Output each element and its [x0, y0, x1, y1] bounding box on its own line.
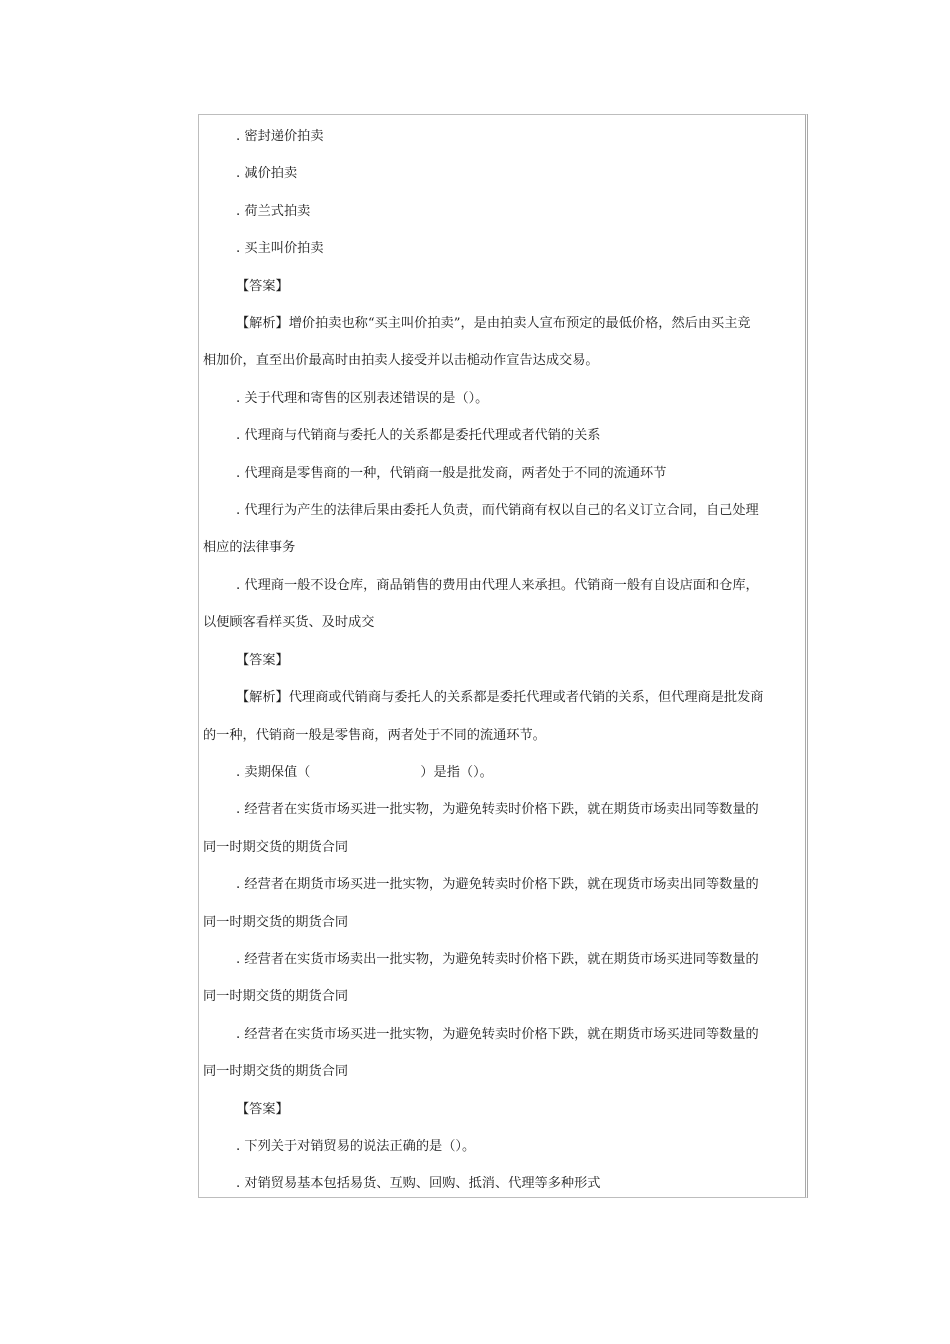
option-line: . 对销贸易基本包括易货、互购、回购、抵消、代理等多种形式	[236, 1176, 601, 1192]
option-line: . 减价拍卖	[236, 166, 298, 182]
question-line	[203, 754, 807, 791]
option-line: 同一时期交货的期货合同	[203, 1064, 349, 1080]
explanation-line: 【解析】代理商或代销商与委托人的关系都是委托代理或者代销的关系，但代理商是批发商	[236, 690, 764, 706]
option-line: . 代理商与代销商与委托人的关系都是委托代理或者代销的关系	[236, 428, 601, 444]
option-line: . 代理商一般不设仓库，商品销售的费用由代理人来承担。代销商一般有自设店面和仓库，	[236, 577, 759, 593]
question-text-before: . 卖期保值（	[236, 764, 311, 780]
question-line: . 下列关于对销贸易的说法正确的是（）。	[236, 1138, 476, 1154]
option-line: . 经营者在期货市场买进一批实物，为避免转卖时价格下跌，就在现货市场卖出同等数量的	[236, 877, 759, 893]
answer-label: 【答案】	[236, 652, 289, 668]
option-line: . 经营者在实货市场买进一批实物，为避免转卖时价格下跌，就在期货市场买进同等数量的	[236, 1026, 759, 1042]
option-line: . 荷兰式拍卖	[236, 203, 311, 219]
option-line: . 代理行为产生的法律后果由委托人负责，而代销商有权以自己的名义订立合同，自己处理	[236, 503, 759, 519]
option-line: . 密封递价拍卖	[236, 129, 324, 144]
option-line: 同一时期交货的期货合同	[203, 989, 349, 1005]
option-line: 相应的法律事务	[203, 540, 296, 556]
explanation-line: 【解析】增价拍卖也称“买主叫价拍卖”，是由拍卖人宣布预定的最低价格，然后由买主竞	[236, 316, 751, 332]
question-line: . 关于代理和寄售的区别表述错误的是（）。	[236, 390, 489, 406]
explanation-line: 的一种，代销商一般是零售商，两者处于不同的流通环节。	[203, 727, 546, 743]
option-line: 同一时期交货的期货合同	[203, 839, 349, 855]
explanation-line: 相加价，直至出价最高时由拍卖人接受并以击槌动作宣告达成交易。	[203, 353, 599, 369]
option-line: . 经营者在实货市场卖出一批实物，为避免转卖时价格下跌，就在期货市场买进同等数量的	[236, 951, 759, 967]
option-line: 以便顾客看样买货、及时成交	[203, 615, 375, 631]
answer-label: 【答案】	[236, 1101, 289, 1117]
option-line: . 买主叫价拍卖	[236, 241, 324, 257]
option-line: . 代理商是零售商的一种，代销商一般是批发商，两者处于不同的流通环节	[236, 465, 667, 481]
option-line: . 经营者在实货市场买进一批实物，为避免转卖时价格下跌，就在期货市场卖出同等数量的	[236, 802, 759, 818]
option-line: 同一时期交货的期货合同	[203, 914, 349, 930]
document-content	[203, 118, 807, 1203]
question-text-after: ）是指（）。	[420, 764, 493, 780]
answer-label: 【答案】	[236, 278, 289, 294]
